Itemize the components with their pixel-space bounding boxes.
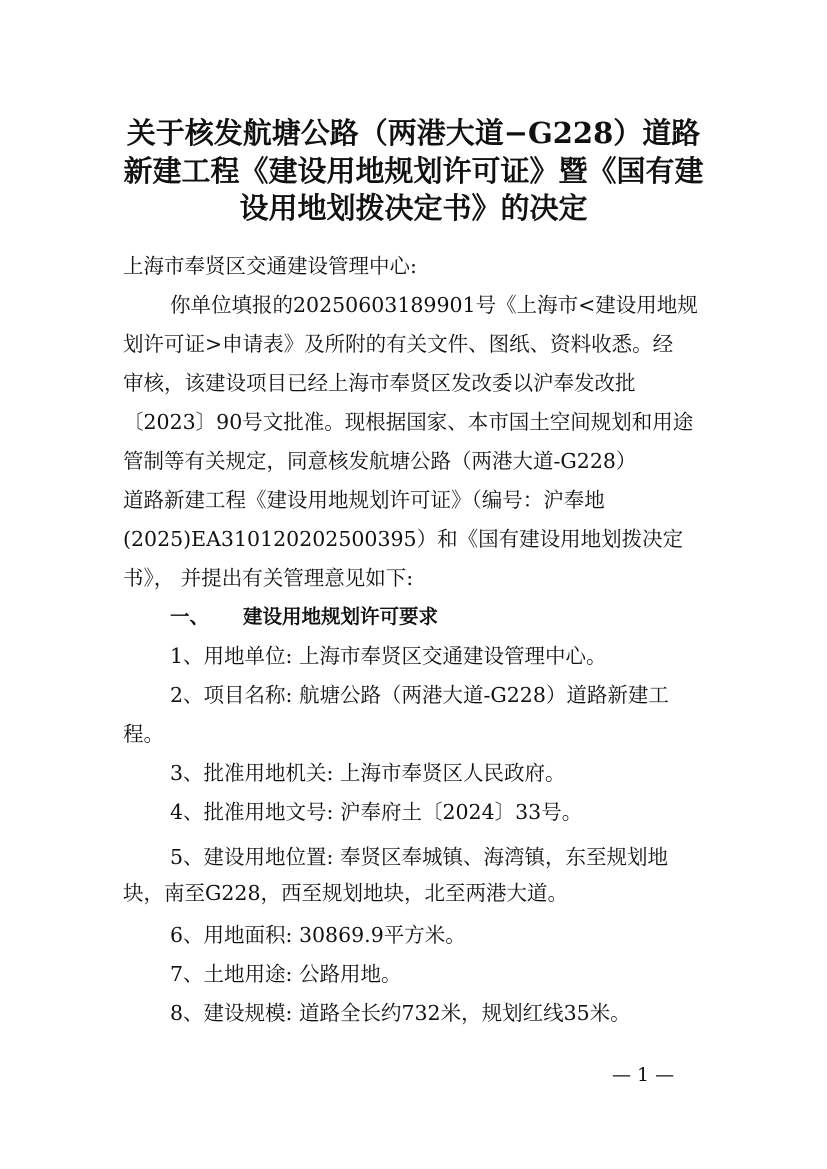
document-title-line-3: 设用地划拨决定书》的决定 [239,191,588,225]
intro-line-2: 划许可证>申请表》及所附的有关文件、图纸、资料收悉。经 [123,332,674,356]
item-2-continued: 程。 [123,722,164,746]
item-4: 4、批准用地文号: 沪奉府土〔2024〕33号。 [170,800,583,824]
document-title-line-1: 关于核发航塘公路（两港大道−G228）道路 [126,116,701,150]
item-8: 8、建设规模: 道路全长约732米，规划红线35米。 [170,1001,631,1025]
item-3: 3、批准用地机关: 上海市奉贤区人民政府。 [170,761,566,785]
intro-line-3: 审核，该建设项目已经上海市奉贤区发改委以沪奉发改批 [123,371,636,395]
section-title: 建设用地规划许可要求 [243,605,439,628]
intro-line-6: 道路新建工程《建设用地规划许可证》（编号：沪奉地 [123,488,605,512]
intro-line-1: 你单位填报的20250603189901号《上海市<建设用地规 [170,293,698,317]
item-5: 5、建设用地位置: 奉贤区奉城镇、海湾镇，东至规划地 [170,845,668,869]
item-6: 6、用地面积: 30869.9平方米。 [170,923,466,947]
intro-line-5: 管制等有关规定，同意核发航塘公路（两港大道-G228） [123,449,637,473]
section-number: 一、 [170,605,210,628]
intro-line-4: 〔2023〕90号文批准。现根据国家、本市国土空间规划和用途 [123,410,694,434]
item-2: 2、项目名称: 航塘公路（两港大道-G228）道路新建工 [170,683,669,707]
item-1: 1、用地单位: 上海市奉贤区交通建设管理中心。 [170,644,607,668]
intro-line-8: 书》， 并提出有关管理意见如下: [123,566,414,590]
item-7: 7、土地用途: 公路用地。 [170,962,402,986]
intro-line-7: (2025)EA310120202500395）和《国有建设用地划拨决定 [123,527,684,551]
document-title-line-2: 新建工程《建设用地规划许可证》暨《国有建 [123,154,704,188]
item-5-continued: 块，南至G228，西至规划地块，北至两港大道。 [123,881,569,905]
section-heading [170,601,438,633]
addressee: 上海市奉贤区交通建设管理中心: [123,254,417,278]
page-number: — 1 — [612,1064,675,1086]
